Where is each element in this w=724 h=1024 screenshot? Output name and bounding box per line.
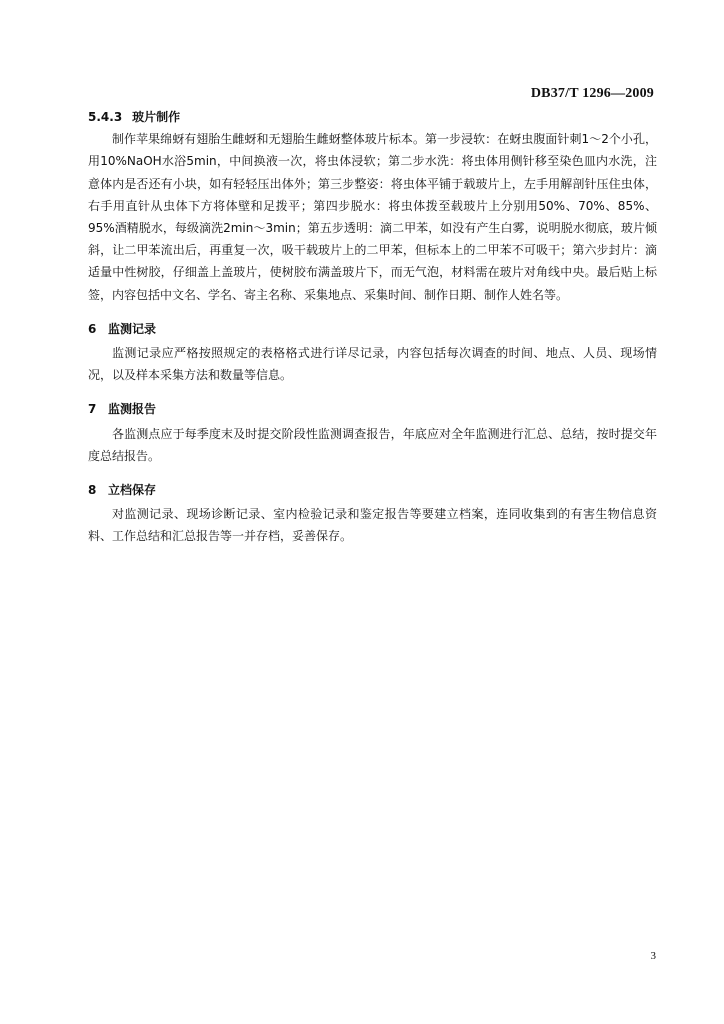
page-number: 3 — [650, 950, 656, 962]
standard-code: DB37/T 1296—2009 — [530, 86, 654, 101]
section-number: 6 — [88, 321, 97, 336]
section-heading — [88, 318, 657, 340]
subsection-paragraph: 制作苹果绵蚜有翅胎生雌蚜和无翅胎生雌蚜整体玻片标本。第一步浸软：在蚜虫腹面针刺1～2个小孔，用10%NaOH水浴5min，中间换液一次，将虫体浸软；第二步水洗：将虫体用侧针移至染色皿内水洗，注意体内是否还有小块，如有轻轻压出体外；第三步整姿：将虫体平铺于载玻片上，左手用解剖针压住虫体，右手用直针从虫体下方将体壁和足拨平；第四步脱水：将虫体拨至载玻片上分别用50%、70%、85%、95%酒精脱水，每级滴洗2min～3min；第五步透明：滴二甲苯，如没有产生白雾，说明脱水彻底，玻片倾斜，让二甲苯流出后，再重复一次，吸干载玻片上的二甲苯，但标本上的二甲苯不可吸干；第六步封片：滴适量中性树胶，仔细盖上盖玻片，使树胶布满盖玻片下，而无气泡，材料需在玻片对角线中央。最后贴上标签，内容包括中文名、学名、寄主名称、采集地点、采集时间、制作日期、制作人姓名等。 — [88, 132, 657, 302]
section-paragraph: 对监测记录、现场诊断记录、室内检验记录和鉴定报告等要建立档案，连同收集到的有害生物信息资料、工作总结和汇总报告等一并存档，妥善保存。 — [88, 507, 657, 544]
section-title: 立档保存 — [108, 483, 157, 498]
section-title: 监测报告 — [108, 402, 157, 417]
section-paragraph: 监测记录应严格按照规定的表格格式进行详尽记录，内容包括每次调查的时间、地点、人员、现场情况，以及样本采集方法和数量等信息。 — [88, 346, 657, 383]
document-body — [88, 106, 657, 548]
subsection-number: 5.4.3 — [88, 110, 123, 124]
section-heading — [88, 479, 657, 501]
subsection-heading — [88, 106, 657, 128]
section-title: 监测记录 — [108, 321, 157, 336]
section-paragraph: 各监测点应于每季度末及时提交阶段性监测调查报告，年底应对全年监测进行汇总、总结，按时提交年度总结报告。 — [88, 426, 657, 463]
section-heading — [88, 398, 657, 420]
section-number: 7 — [88, 402, 97, 417]
subsection-title: 玻片制作 — [132, 110, 181, 124]
section-number: 8 — [88, 483, 97, 498]
